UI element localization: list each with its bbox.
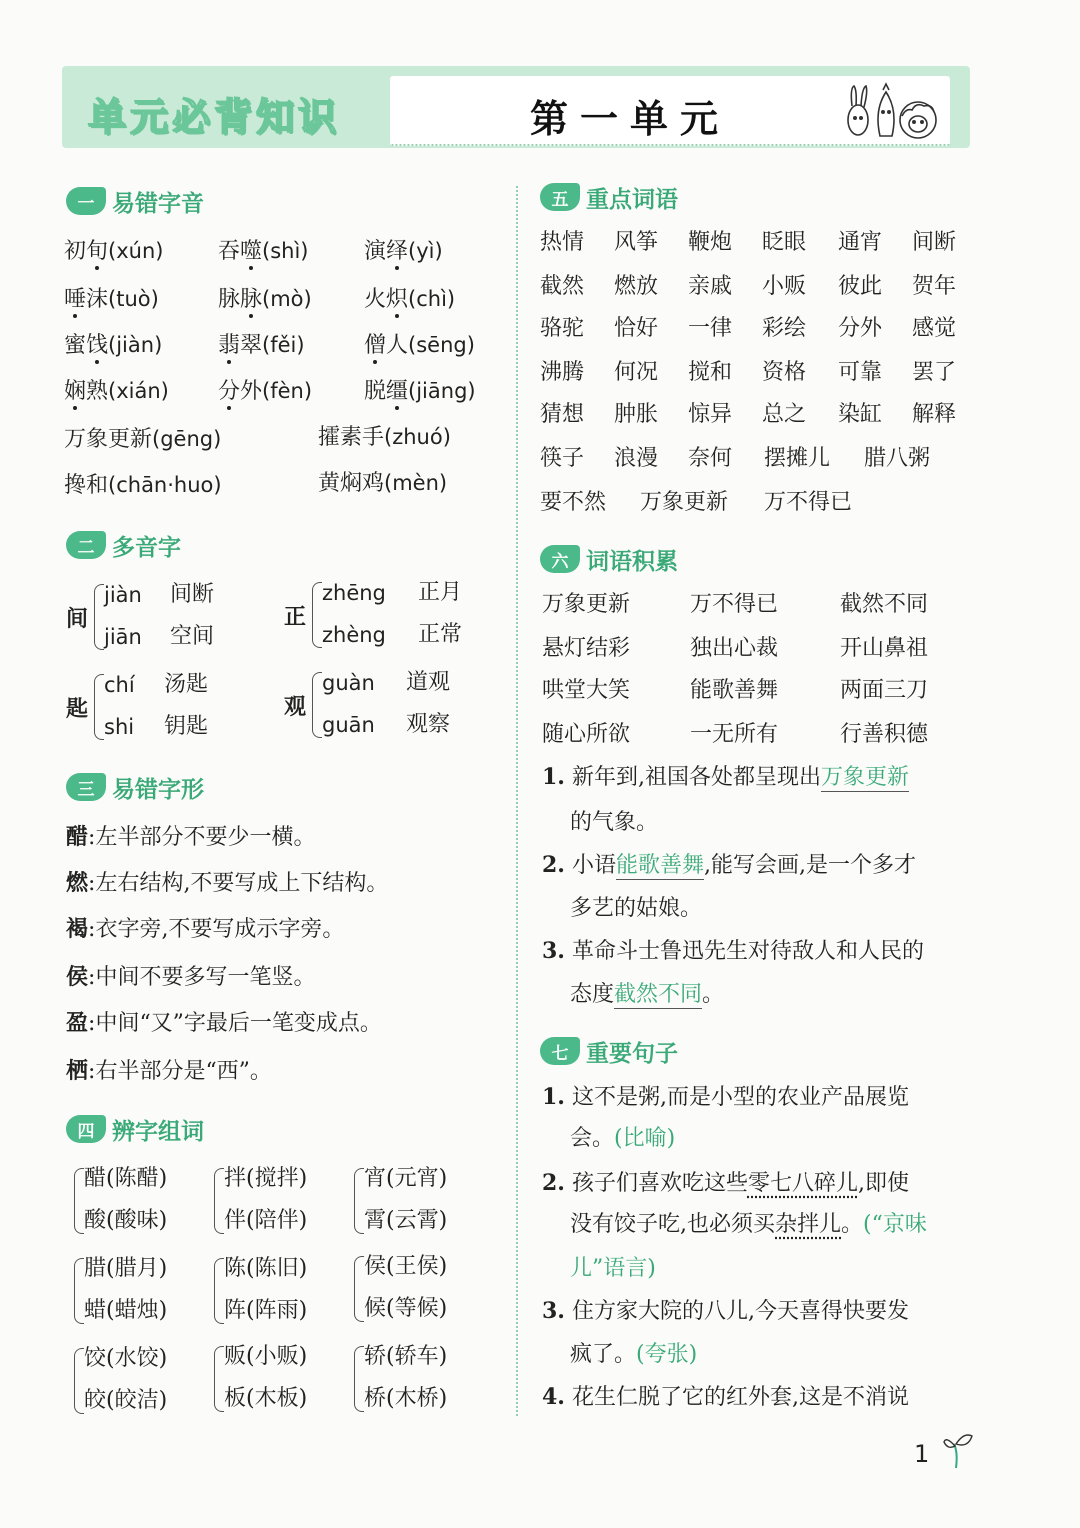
fill-sentence-3-cont: 态度截然不同。 bbox=[570, 982, 725, 1007]
vocab-word: 罢了 bbox=[912, 360, 957, 385]
char-pair: 宵(元宵) bbox=[364, 1166, 448, 1191]
pinyin: guàn bbox=[322, 671, 375, 695]
idiom: 独出心裁 bbox=[690, 636, 779, 661]
section-badge: 三 bbox=[66, 773, 106, 801]
pinyin: guān bbox=[322, 713, 375, 737]
column-divider bbox=[516, 186, 518, 1416]
key-sentence-3-cont: 疯了。(夸张) bbox=[570, 1342, 698, 1367]
brace bbox=[214, 1258, 224, 1324]
vocab-word: 恰好 bbox=[614, 316, 659, 341]
brace bbox=[74, 1348, 84, 1414]
vocab-word: 风筝 bbox=[614, 230, 659, 255]
banner-label: 单元必背知识 bbox=[88, 95, 341, 139]
pron-item: 娴熟(xián) bbox=[64, 379, 169, 404]
vocab-word: 万象更新 bbox=[640, 490, 729, 515]
section-header-2 bbox=[66, 528, 181, 562]
vocab-word: 沸腾 bbox=[540, 360, 585, 385]
word: 观察 bbox=[406, 712, 451, 737]
glyph-note: 醋:左半部分不要少一横。 bbox=[66, 824, 316, 850]
fill-sentence-2-cont: 多艺的姑娘。 bbox=[570, 896, 703, 921]
key-sentence-2: 2. 孩子们喜欢吃这些零七八碎儿,即使 bbox=[542, 1170, 909, 1196]
idiom: 一无所有 bbox=[690, 722, 779, 747]
vocab-word: 彼此 bbox=[838, 274, 883, 299]
vocab-word: 总之 bbox=[762, 402, 807, 427]
word: 正常 bbox=[418, 622, 463, 647]
char-pair: 拌(搅拌) bbox=[224, 1166, 308, 1191]
section-badge: 四 bbox=[66, 1115, 106, 1143]
glyph-note: 燃:左右结构,不要写成上下结构。 bbox=[66, 870, 389, 896]
word: 道观 bbox=[406, 670, 451, 695]
polyphone-char: 间 bbox=[66, 607, 89, 632]
vocab-word: 要不然 bbox=[540, 490, 607, 515]
pron-item: 蜜饯(jiàn) bbox=[64, 333, 163, 358]
pinyin: zhèng bbox=[322, 623, 386, 647]
vocab-word: 猜想 bbox=[540, 402, 585, 427]
section-badge: 七 bbox=[540, 1037, 580, 1065]
section-title: 辨字组词 bbox=[112, 1118, 204, 1145]
section-badge: 六 bbox=[540, 545, 580, 573]
fill-sentence-3: 3. 革命斗士鲁迅先生对待敌人和人民的 bbox=[542, 938, 924, 964]
vocab-word: 热情 bbox=[540, 230, 585, 255]
section-header-6 bbox=[540, 542, 678, 576]
brace bbox=[312, 582, 322, 648]
key-sentence-4: 4. 花生仁脱了它的红外套,这是不消说 bbox=[542, 1384, 909, 1410]
key-sentence-3: 3. 住方家大院的八儿,今天喜得快要发 bbox=[542, 1298, 909, 1324]
vocab-word: 截然 bbox=[540, 274, 585, 299]
pron-item: 吞噬(shì) bbox=[218, 239, 309, 264]
vocab-word: 何况 bbox=[614, 360, 659, 385]
brace bbox=[354, 1168, 364, 1234]
idiom: 能歌善舞 bbox=[690, 678, 779, 703]
word: 汤匙 bbox=[164, 672, 209, 697]
vocab-word: 解释 bbox=[912, 402, 957, 427]
vocab-word: 通宵 bbox=[838, 230, 883, 255]
word: 间断 bbox=[170, 582, 215, 607]
key-sentence-2-tag: 儿”语言) bbox=[570, 1256, 656, 1281]
vocab-word: 感觉 bbox=[912, 316, 957, 341]
idiom: 哄堂大笑 bbox=[542, 678, 631, 703]
section-title: 易错字音 bbox=[112, 190, 204, 217]
vocab-word: 间断 bbox=[912, 230, 957, 255]
glyph-note: 褐:衣字旁,不要写成示字旁。 bbox=[66, 916, 345, 942]
vocab-word: 资格 bbox=[762, 360, 807, 385]
pron-item: 脉脉(mò) bbox=[218, 287, 312, 312]
vocab-word: 分外 bbox=[838, 316, 883, 341]
unit-title: 第一单元 bbox=[530, 97, 731, 141]
section-header-3 bbox=[66, 770, 204, 804]
pron-item: 搀和(chān·huo) bbox=[64, 473, 222, 498]
vocab-word: 骆驼 bbox=[540, 316, 585, 341]
brace bbox=[312, 672, 322, 738]
char-pair: 伴(陪伴) bbox=[224, 1208, 308, 1233]
vocab-word: 奈何 bbox=[688, 446, 733, 471]
brace bbox=[74, 1258, 84, 1324]
pron-item: 演绎(yì) bbox=[364, 239, 443, 264]
vocab-word: 万不得已 bbox=[764, 490, 853, 515]
pron-item: 唾沫(tuò) bbox=[64, 287, 159, 312]
polyphone-char: 观 bbox=[284, 695, 307, 720]
vocab-word: 筷子 bbox=[540, 446, 585, 471]
vocab-word: 浪漫 bbox=[614, 446, 659, 471]
section-header-5 bbox=[540, 180, 678, 214]
char-pair: 候(等候) bbox=[364, 1296, 448, 1321]
glyph-note: 盈:中间“又”字最后一笔变成点。 bbox=[66, 1010, 382, 1036]
idiom: 万象更新 bbox=[542, 592, 631, 617]
pron-item: 僧人(sēng) bbox=[364, 333, 475, 358]
idiom: 开山鼻祖 bbox=[840, 636, 929, 661]
pron-item: 分外(fèn) bbox=[218, 379, 313, 404]
idiom: 悬灯结彩 bbox=[542, 636, 631, 661]
section-badge: 二 bbox=[66, 531, 106, 559]
idiom: 两面三刀 bbox=[840, 678, 929, 703]
section-header-1 bbox=[66, 184, 204, 218]
char-pair: 板(木板) bbox=[224, 1386, 308, 1411]
char-pair: 贩(小贩) bbox=[224, 1344, 308, 1369]
brace bbox=[214, 1346, 224, 1412]
polyphone-char: 匙 bbox=[66, 697, 89, 722]
brace bbox=[214, 1168, 224, 1234]
idiom: 行善积德 bbox=[840, 722, 929, 747]
pinyin: jiàn bbox=[104, 583, 142, 607]
key-sentence-1-cont: 会。(比喻) bbox=[570, 1126, 676, 1151]
vocab-word: 眨眼 bbox=[762, 230, 807, 255]
char-pair: 陈(陈旧) bbox=[224, 1256, 308, 1281]
idiom: 截然不同 bbox=[840, 592, 929, 617]
char-pair: 蜡(蜡烛) bbox=[84, 1298, 168, 1323]
vocab-word: 彩绘 bbox=[762, 316, 807, 341]
brace bbox=[94, 584, 104, 650]
section-title: 易错字形 bbox=[112, 776, 204, 803]
word: 正月 bbox=[418, 580, 463, 605]
section-header-7 bbox=[540, 1034, 678, 1068]
fill-sentence-2: 2. 小语能歌善舞,能写会画,是一个多才 bbox=[542, 852, 916, 878]
vocab-word: 亲戚 bbox=[688, 274, 733, 299]
pinyin: chí bbox=[104, 673, 135, 697]
polyphone-char: 正 bbox=[284, 605, 307, 630]
brace bbox=[354, 1256, 364, 1322]
char-pair: 阵(阵雨) bbox=[224, 1298, 308, 1323]
char-pair: 侯(王侯) bbox=[364, 1254, 448, 1279]
section-header-4 bbox=[66, 1112, 204, 1146]
pinyin: shi bbox=[104, 715, 135, 739]
word: 空间 bbox=[170, 624, 215, 649]
pron-item: 黄焖鸡(mèn) bbox=[318, 471, 448, 496]
char-pair: 霄(云霄) bbox=[364, 1208, 448, 1233]
vocab-word: 惊异 bbox=[688, 402, 733, 427]
pron-item: 万象更新(gēng) bbox=[64, 427, 222, 452]
vocab-word: 腊八粥 bbox=[864, 446, 931, 471]
pron-item: 翡翠(fěi) bbox=[218, 333, 305, 358]
brace bbox=[74, 1168, 84, 1234]
char-pair: 饺(水饺) bbox=[84, 1346, 168, 1371]
vocab-word: 鞭炮 bbox=[688, 230, 733, 255]
brace bbox=[94, 674, 104, 740]
idiom: 随心所欲 bbox=[542, 722, 631, 747]
page-number: 1 bbox=[914, 1440, 930, 1468]
vocab-word: 肿胀 bbox=[614, 402, 659, 427]
mascot-illustration-icon bbox=[842, 80, 942, 142]
glyph-note: 侯:中间不要多写一笔竖。 bbox=[66, 964, 316, 990]
fill-sentence-1-cont: 的气象。 bbox=[570, 810, 659, 835]
word: 钥匙 bbox=[164, 714, 209, 739]
glyph-note: 栖:右半部分是“西”。 bbox=[66, 1058, 272, 1084]
char-pair: 醋(陈醋) bbox=[84, 1166, 168, 1191]
pron-item: 脱缰(jiāng) bbox=[364, 379, 476, 404]
vocab-word: 染缸 bbox=[838, 402, 883, 427]
vocab-word: 摆摊儿 bbox=[764, 446, 831, 471]
char-pair: 腊(腊月) bbox=[84, 1256, 168, 1281]
char-pair: 桥(木桥) bbox=[364, 1386, 448, 1411]
fill-sentence-1: 1. 新年到,祖国各处都呈现出万象更新 bbox=[542, 764, 909, 790]
char-pair: 酸(酸味) bbox=[84, 1208, 168, 1233]
vocab-word: 燃放 bbox=[614, 274, 659, 299]
section-title: 重点词语 bbox=[586, 186, 678, 213]
idiom: 万不得已 bbox=[690, 592, 779, 617]
key-sentence-1: 1. 这不是粥,而是小型的农业产品展览 bbox=[542, 1084, 909, 1110]
sprout-icon bbox=[942, 1430, 978, 1470]
section-badge: 五 bbox=[540, 183, 580, 211]
char-pair: 轿(轿车) bbox=[364, 1344, 448, 1369]
section-title: 重要句子 bbox=[586, 1040, 678, 1067]
section-title: 多音字 bbox=[112, 534, 181, 561]
vocab-word: 贺年 bbox=[912, 274, 957, 299]
section-badge: 一 bbox=[66, 187, 106, 215]
pron-item: 火炽(chì) bbox=[364, 287, 456, 312]
pinyin: zhēng bbox=[322, 581, 386, 605]
section-title: 词语积累 bbox=[586, 548, 678, 575]
vocab-word: 小贩 bbox=[762, 274, 807, 299]
char-pair: 皎(皎洁) bbox=[84, 1388, 168, 1413]
key-sentence-2-cont: 没有饺子吃,也必须买杂拌儿。(“京味 bbox=[570, 1212, 927, 1237]
vocab-word: 可靠 bbox=[838, 360, 883, 385]
pinyin: jiān bbox=[104, 625, 142, 649]
brace bbox=[354, 1346, 364, 1412]
pron-item: 攉素手(zhuó) bbox=[318, 425, 451, 450]
vocab-word: 一律 bbox=[688, 316, 733, 341]
pron-item: 初旬(xún) bbox=[64, 239, 164, 264]
vocab-word: 搅和 bbox=[688, 360, 733, 385]
